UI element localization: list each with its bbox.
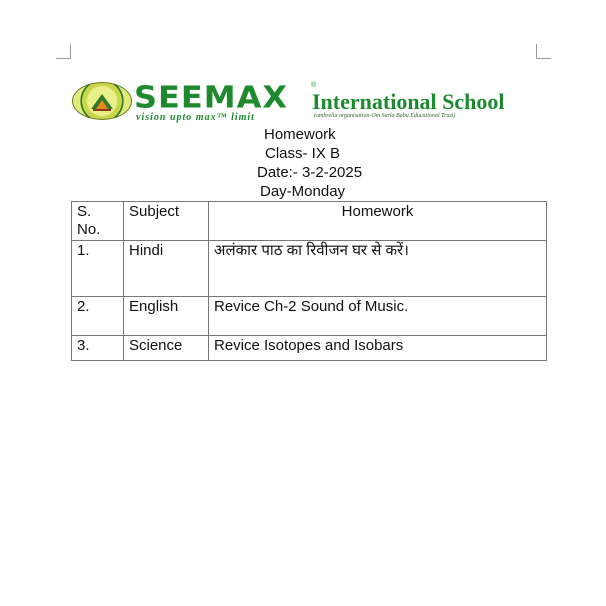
homework-table	[71, 201, 547, 361]
row-sno: 1.	[72, 241, 124, 297]
table-row	[72, 336, 547, 361]
school-logo-wordmark: SEEMAX	[134, 78, 289, 116]
page-corner-mark-top-left	[56, 44, 71, 59]
header-homework: Homework	[209, 202, 547, 241]
document-title: Homework	[264, 126, 336, 143]
header-sno: S. No.	[72, 202, 124, 241]
day-label: Day-Monday	[260, 183, 346, 200]
table-row	[72, 241, 547, 297]
row-subject: English	[124, 297, 209, 336]
row-sno: 3.	[72, 336, 124, 361]
table-header-row	[72, 202, 547, 241]
class-label: Class- IX B	[265, 145, 341, 162]
row-homework: Revice Isotopes and Isobars	[209, 336, 547, 361]
row-sno: 2.	[72, 297, 124, 336]
trust-line: (umbrella organisation-Om Sarla Babu Educational Trust)	[314, 113, 456, 119]
page-corner-mark-top-right	[536, 44, 551, 59]
school-emblem-logo	[72, 82, 132, 120]
school-name: International School	[312, 89, 505, 114]
date-label: Date:- 3-2-2025	[257, 164, 363, 181]
header-subject: Subject	[124, 202, 209, 241]
table-row	[72, 297, 547, 336]
row-homework: Revice Ch-2 Sound of Music.	[209, 297, 547, 336]
row-subject: Hindi	[124, 241, 209, 297]
school-tagline: vision upto max™ limit	[136, 112, 255, 123]
school-letterhead	[68, 80, 538, 126]
registered-mark: ®	[311, 82, 317, 89]
row-homework: अलंकार पाठ का रिवीजन घर से करें।	[209, 241, 547, 297]
row-subject: Science	[124, 336, 209, 361]
